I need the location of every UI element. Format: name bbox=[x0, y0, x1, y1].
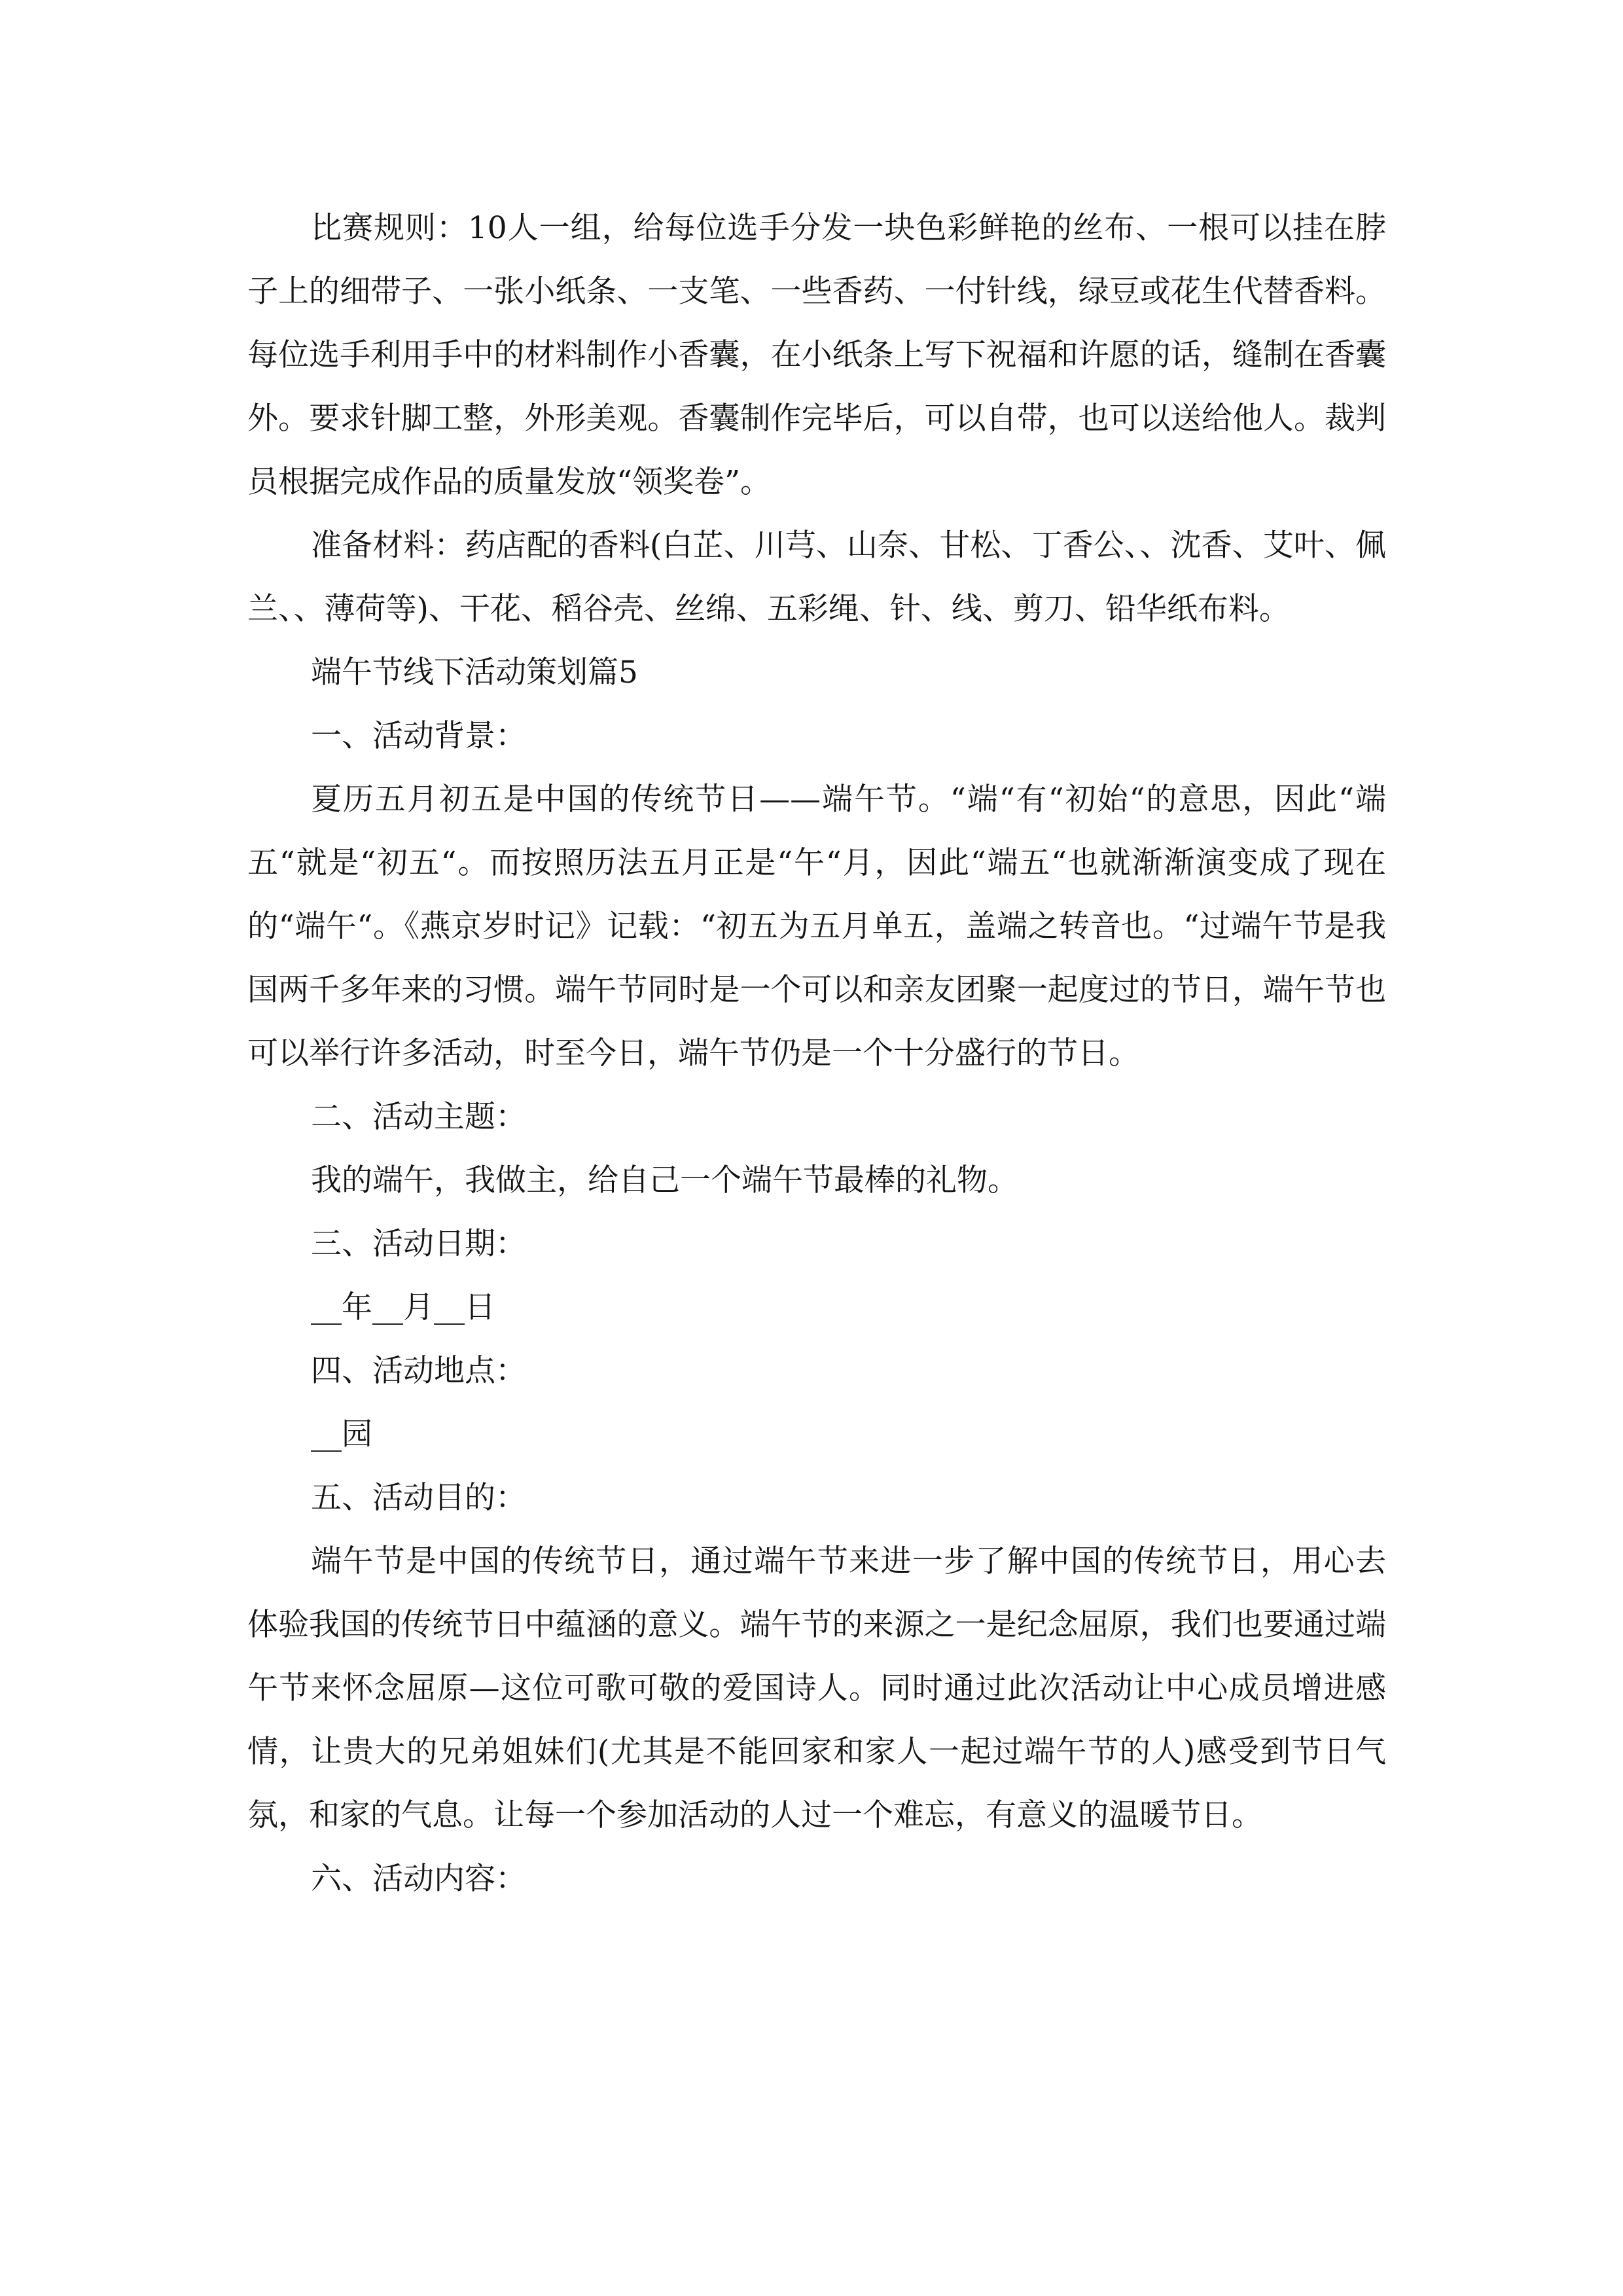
paragraph-background: 夏历五月初五是中国的传统节日——端午节。“端“有“初始“的意思，因此“端五“就是“初五“。而按照历法五月正是“午“月，因此“端五“也就渐渐演变成了现在的“端午“。《燕京岁时记》记载：“初五为五月单五，盖端之转音也。“过端午节是我国两千多年来的习惯。端午节同时是一个可以和亲友团聚一起度过的节日，端午节也可以举行许多活动，时至今日，端午节仍是一个十分盛行的节日。 bbox=[247, 781, 1386, 1071]
heading-date: 三、活动日期： bbox=[311, 1226, 526, 1262]
heading-background: 一、活动背景： bbox=[311, 718, 526, 754]
document-body bbox=[247, 196, 1386, 1910]
paragraph-location: __园 bbox=[311, 1416, 372, 1452]
paragraph-date: __年__月__日 bbox=[311, 1289, 495, 1325]
heading-theme: 二、活动主题： bbox=[311, 1099, 526, 1135]
heading-purpose: 五、活动目的： bbox=[311, 1480, 526, 1516]
heading-location: 四、活动地点： bbox=[311, 1353, 526, 1389]
paragraph-materials: 准备材料：药店配的香料(白芷、川芎、山奈、甘松、丁香公、、沈香、艾叶、佩兰、、薄荷等)、干花、稻谷壳、丝绵、五彩绳、针、线、剪刀、铅华纸布料。 bbox=[247, 528, 1386, 627]
heading-content: 六、活动内容： bbox=[311, 1861, 526, 1897]
paragraph-purpose: 端午节是中国的传统节日，通过端午节来进一步了解中国的传统节日，用心去体验我国的传统节日中蕴涵的意义。端午节的来源之一是纪念屈原，我们也要通过端午节来怀念屈原—这位可歌可敬的爱国诗人。同时通过此次活动让中心成员增进感情，让贵大的兄弟姐妹们(尤其是不能回家和家人一起过端午节的人)感受到节日气氛，和家的气息。让每一个参加活动的人过一个难忘，有意义的温暖节日。 bbox=[247, 1543, 1386, 1833]
paragraph-theme: 我的端午，我做主，给自己一个端午节最棒的礼物。 bbox=[311, 1162, 1018, 1198]
section-title: 端午节线下活动策划篇5 bbox=[311, 655, 638, 691]
paragraph-competition-rules: 比赛规则：10人一组，给每位选手分发一块色彩鲜艳的丝布、一根可以挂在脖子上的细带子、一张小纸条、一支笔、一些香药、一付针线，绿豆或花生代替香料。每位选手利用手中的材料制作小香囊，在小纸条上写下祝福和许愿的话，缝制在香囊外。要求针脚工整，外形美观。香囊制作完毕后，可以自带，也可以送给他人。裁判员根据完成作品的质量发放“领奖卷”。 bbox=[247, 210, 1386, 500]
